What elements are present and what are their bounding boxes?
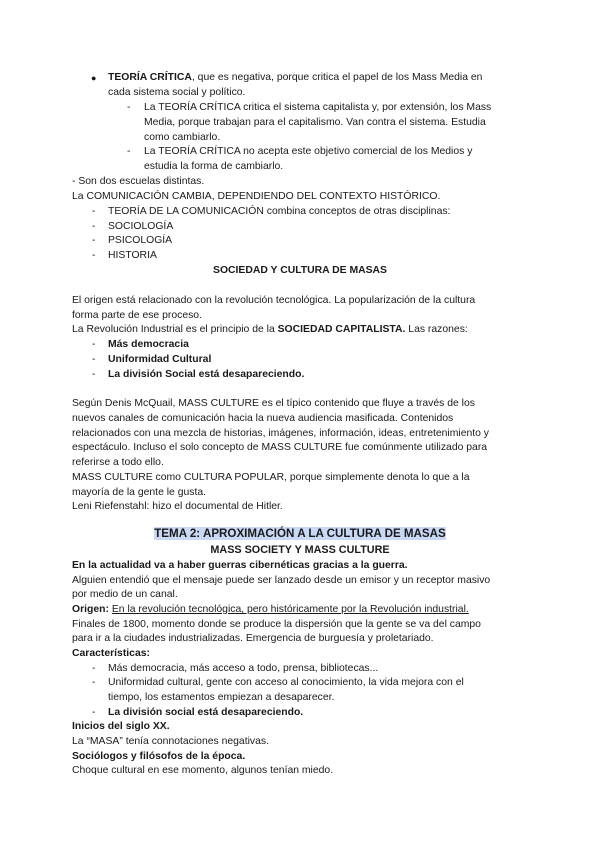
- finales-line-2: para ir a la ciudades industrializadas. Emergencia de burguesía y proletariado.: [72, 633, 434, 644]
- list-item: TEORÍA DE LA COMUNICACIÓN combina conceptos de otras disciplinas:: [108, 206, 451, 217]
- list-item: HISTORIA: [108, 250, 157, 261]
- dash-marker: -: [92, 250, 96, 261]
- car-item-cont: tiempo, los estamentos empiezan a desaparecer.: [108, 692, 335, 703]
- mass-subheading: MASS SOCIETY Y MASS CULTURE: [210, 544, 390, 556]
- dash-marker: -: [92, 663, 96, 674]
- sociologos-line: Sociólogos y filósofos de la época.: [72, 751, 246, 762]
- dash-marker: -: [127, 102, 131, 113]
- mcquail-line-2: nuevos canales de comunicación hacia la nueva audiencia masificada. Contenidos: [72, 413, 454, 424]
- origen-line: [72, 603, 469, 618]
- dash-marker: -: [92, 707, 96, 718]
- sub1-line-3: como cambiarlo.: [144, 132, 221, 143]
- sub2-line-2: estudia la forma de cambiarlo.: [144, 161, 284, 172]
- sociedad-p1-line-2: forma parte de ese proceso.: [72, 310, 202, 321]
- dash-marker: -: [92, 235, 96, 246]
- mcquail-line-5: referirse a todo ello.: [72, 457, 164, 468]
- sub2-line-1: La TEORÍA CRÍTICA no acepta este objetivo comercial de los Medios y: [144, 146, 473, 157]
- popular-line-1: MASS CULTURE como CULTURA POPULAR, porque simplemente denota lo que a la: [72, 472, 470, 483]
- mcquail-line-1: Según Denis McQuail, MASS CULTURE es el típico contenido que fluye a través de los: [72, 398, 475, 409]
- critica-title: TEORÍA CRÍTICA: [108, 72, 192, 83]
- caracteristicas-label: Características:: [72, 648, 150, 659]
- riefenstahl-line: Leni Riefenstahl: hizo el documental de Hitler.: [72, 501, 283, 512]
- car-item: La división social está desapareciendo.: [108, 707, 304, 718]
- dash-marker: -: [127, 146, 131, 157]
- dash-marker: -: [92, 221, 96, 232]
- schools-line: - Son dos escuelas distintas.: [72, 176, 205, 187]
- p2-pre: La Revolución Industrial es el principio de la: [72, 324, 278, 335]
- critica-line-2: cada sistema social y político.: [108, 87, 246, 98]
- mcquail-line-3: relacionados con una mezcla de historias, imágenes, información, ideas, entretenimiento y: [72, 428, 490, 439]
- car-item: Uniformidad cultural, gente con acceso al conocimiento, la vida mejora con el: [108, 677, 464, 688]
- choque-line: Choque cultural en ese momento, algunos tenían miedo.: [72, 765, 334, 776]
- sociedad-p2: [72, 323, 468, 338]
- sociedad-heading: SOCIEDAD Y CULTURA DE MASAS: [213, 265, 387, 276]
- comm-line: La COMUNICACIÓN CAMBIA, DEPENDIENDO DEL CONTEXTO HISTÓRICO.: [72, 191, 441, 202]
- critica-rest: , que es negativa, porque critica el papel de los Mass Media en: [191, 72, 483, 83]
- tema2-heading: TEMA 2: APROXIMACIÓN A LA CULTURA DE MASAS: [154, 527, 446, 540]
- finales-line-1: Finales de 1800, momento donde se produce la dispersión que la gente se va del campo: [72, 619, 481, 630]
- dash-marker: -: [92, 677, 96, 688]
- masa-line: La “MASA” tenía connotaciones negativas.: [72, 736, 269, 747]
- reason-item: Más democracia: [108, 339, 189, 350]
- list-item: PSICOLOGÍA: [108, 235, 173, 246]
- tema2-heading-wrap: [0, 527, 600, 543]
- alguien-line-2: por medio de un canal.: [72, 589, 178, 600]
- dash-marker: -: [92, 206, 96, 217]
- critica-line-1: [108, 71, 482, 86]
- sub1-line-1: La TEORÍA CRÍTICA critica el sistema capitalista y, por extensión, los Mass: [144, 102, 492, 113]
- popular-line-2: mayoría de la gente le gusta.: [72, 487, 207, 498]
- reason-item: Uniformidad Cultural: [108, 354, 212, 365]
- inicios-line: Inicios del siglo XX.: [72, 721, 170, 732]
- dash-marker: -: [92, 369, 96, 380]
- p2-bold: SOCIEDAD CAPITALISTA.: [277, 324, 406, 335]
- alguien-line-1: Alguien entendió que el mensaje puede ser lanzado desde un emisor y un receptor masivo: [72, 575, 491, 586]
- dash-marker: -: [92, 354, 96, 365]
- bullet-icon: ●: [91, 73, 97, 83]
- car-item: Más democracia, más acceso a todo, prensa, bibliotecas...: [108, 663, 379, 674]
- reason-item: La división Social está desapareciendo.: [108, 369, 305, 380]
- list-item: SOCIOLOGÍA: [108, 221, 174, 232]
- mcquail-line-4: espectáculo. Incluso el solo concepto de MASS CULTURE fue comúnmente utilizado para: [72, 442, 488, 453]
- origen-label: Origen:: [72, 604, 109, 615]
- guerras-line: En la actualidad va a haber guerras cibernéticas gracias a la guerra.: [72, 560, 408, 571]
- sociedad-p1-line-1: El origen está relacionado con la revolución tecnológica. La popularización de la cultura: [72, 295, 476, 306]
- origen-text: En la revolución tecnológica, pero históricamente por la Revolución industrial.: [111, 604, 469, 615]
- sub1-line-2: Media, porque trabajan para el capitalismo. Van contra el sistema. Estudia: [144, 117, 486, 128]
- dash-marker: -: [92, 339, 96, 350]
- p2-post: Las razones:: [405, 324, 468, 335]
